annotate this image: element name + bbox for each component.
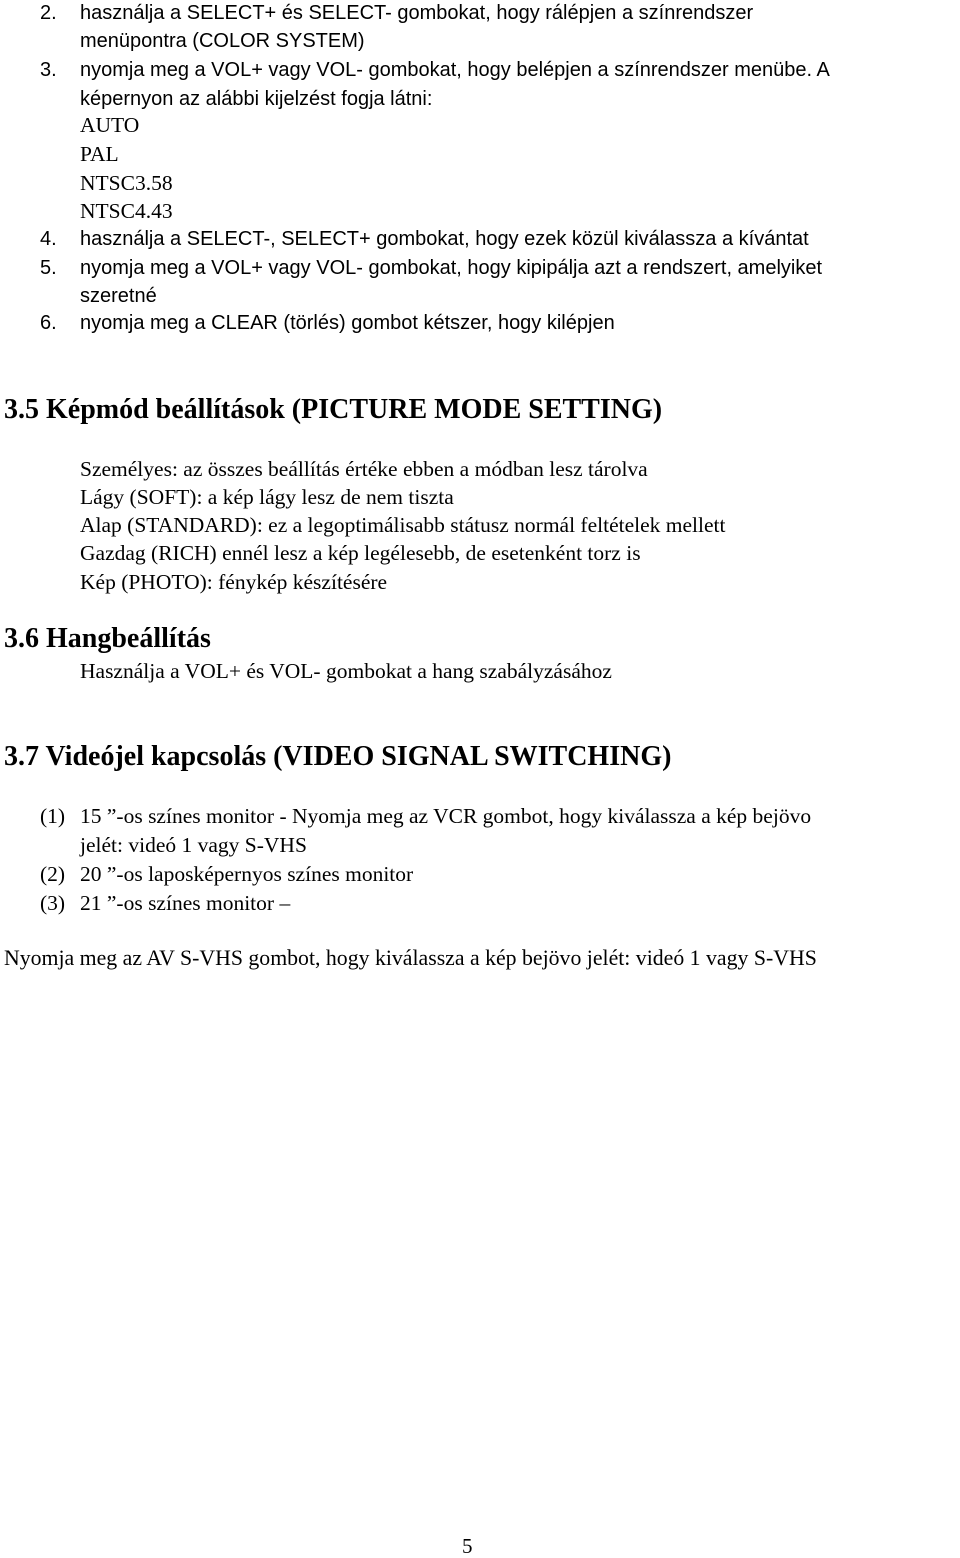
item-number: (3) [40,891,66,915]
step-number: 2. [40,2,57,24]
step-text: menüpontra (COLOR SYSTEM) [80,30,365,52]
mode-description: Személyes: az összes beállítás értéke ebben a módban lesz tárolva [80,457,648,481]
page-number: 5 [462,1534,473,1558]
section-heading: 3.7 Videójel kapcsolás (VIDEO SIGNAL SWITCHING) [4,741,672,772]
step-number: 5. [40,257,57,279]
sound-description: Használja a VOL+ és VOL- gombokat a hang szabályzásához [80,659,612,683]
display-option: NTSC4.43 [80,199,173,223]
section-heading: 3.5 Képmód beállítások (PICTURE MODE SETTING) [4,394,663,425]
step-text: képernyon az alábbi kijelzést fogja látni: [80,88,433,110]
step-number: 4. [40,228,57,250]
display-option: AUTO [80,113,140,137]
mode-description: Gazdag (RICH) ennél lesz a kép legélesebb, de esetenként torz is [80,541,641,565]
step-number: 6. [40,312,57,334]
step-text: nyomja meg a CLEAR (törlés) gombot kétszer, hogy kilépjen [80,312,615,334]
item-text: 20 ”-os laposképernyos színes monitor [80,862,414,886]
step-text: nyomja meg a VOL+ vagy VOL- gombokat, hogy belépjen a színrendszer menübe. A [80,59,830,81]
display-option: PAL [80,142,119,166]
item-number: (1) [40,804,66,828]
step-text: használja a SELECT+ és SELECT- gombokat, hogy rálépjen a színrendszer [80,2,754,24]
mode-description: Kép (PHOTO): fénykép készítésére [80,570,388,594]
footer-instruction: Nyomja meg az AV S-VHS gombot, hogy kiválassza a kép bejövo jelét: videó 1 vagy S-VHS [4,946,817,970]
step-text: szeretné [80,285,157,307]
mode-description: Lágy (SOFT): a kép lágy lesz de nem tiszta [80,485,454,509]
item-number: (2) [40,862,66,886]
section-heading: 3.6 Hangbeállítás [4,623,211,654]
step-text: nyomja meg a VOL+ vagy VOL- gombokat, hogy kipipálja azt a rendszert, amelyiket [80,257,823,279]
step-text: használja a SELECT-, SELECT+ gombokat, hogy ezek közül kiválassza a kívántat [80,228,809,250]
item-text: jelét: videó 1 vagy S-VHS [80,833,307,857]
item-text: 15 ”-os színes monitor - Nyomja meg az VCR gombot, hogy kiválassza a kép bejövo [80,804,812,828]
mode-description: Alap (STANDARD): ez a legoptimálisabb státusz normál feltételek mellett [80,513,726,537]
step-number: 3. [40,59,57,81]
item-text: 21 ”-os színes monitor – [80,891,291,915]
display-option: NTSC3.58 [80,171,173,195]
